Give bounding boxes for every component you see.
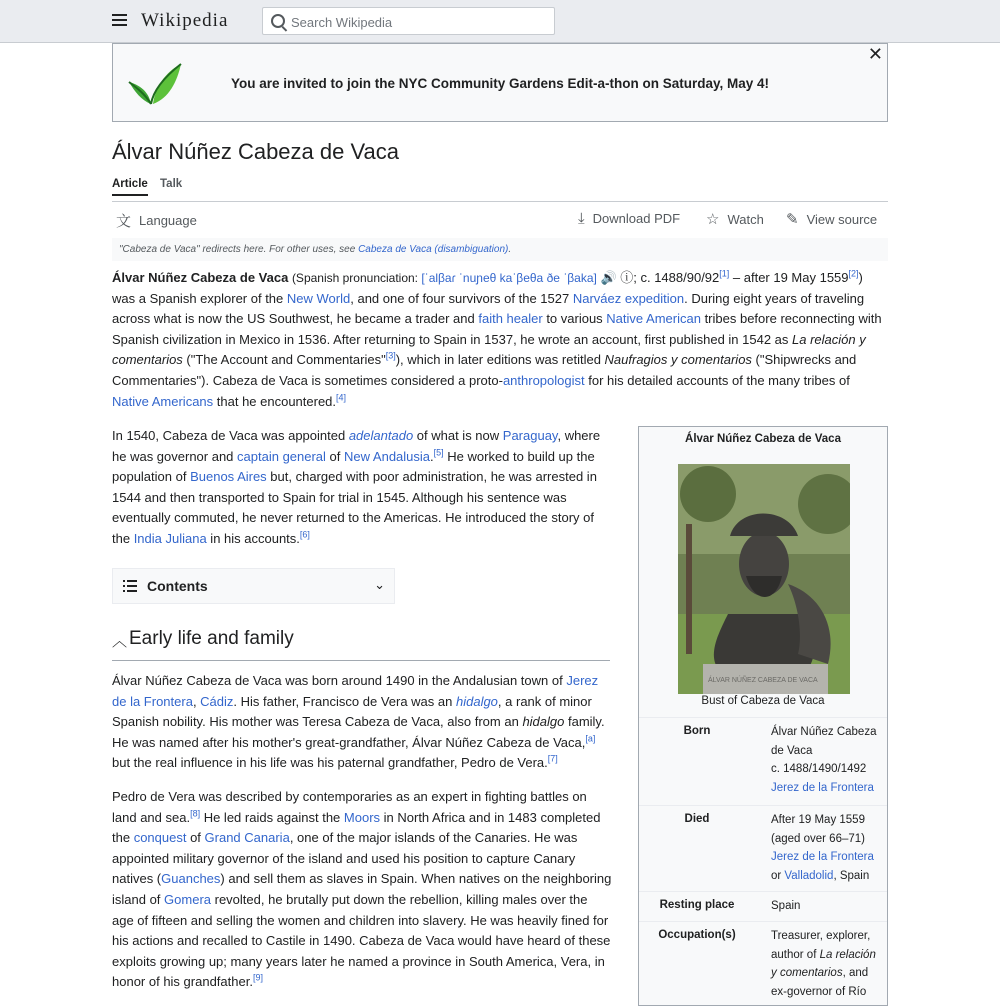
search-input[interactable] <box>289 10 548 34</box>
link-new-andalusia[interactable]: New Andalusia <box>344 448 431 464</box>
text: to various <box>542 311 607 327</box>
text: in North Africa and in 1483 completed the <box>112 809 601 846</box>
note-a[interactable]: [a] <box>585 733 596 744</box>
image-caption: Bust of Cabeza de Vaca <box>701 695 825 707</box>
died-label: Died <box>684 813 710 825</box>
paragraph-governor: In 1540, Cabeza de Vaca was appointed adelantado of what is now Paraguay, where he was governor and captain general of New Andalusia.[5] He worked to build up the population of Buenos Aires but, charged with poor administration, he was arrested in 1544 and then transported to Spain for trial in 1545. Although his sentence was eventually commuted, he never returned to the Americas. He introduced the story of the India Juliana in his accounts.[6] <box>112 428 601 546</box>
link-moors[interactable]: Moors <box>343 809 381 825</box>
link-buenos-aires[interactable]: Buenos Aires <box>190 469 267 485</box>
text: , and one of four survivors of the 1527 <box>350 290 573 306</box>
search-box[interactable] <box>262 7 555 35</box>
text: Álvar Núñez Cabeza de Vaca was born around 1490 in the Andalusian town of <box>112 673 567 688</box>
link-born-place[interactable]: Jerez de la Frontera <box>771 782 874 795</box>
watch-button[interactable] <box>706 210 764 228</box>
translate-icon: 文 <box>116 213 132 230</box>
text: , a rank of minor Spanish nobility. His mother was Teresa Cabeza de Vaca, also from an <box>112 693 592 730</box>
link-paraguay[interactable]: Paraguay <box>502 428 558 443</box>
link-native-american[interactable]: Native American <box>606 311 701 327</box>
text: In 1540, Cabeza de Vaca was appointed <box>112 428 349 443</box>
bust-illustration <box>678 464 850 694</box>
infobox-row-occupation <box>639 921 887 1008</box>
view-source-button[interactable] <box>786 210 877 228</box>
infobox-title: Álvar Núñez Cabeza de Vaca <box>685 433 841 445</box>
text: . His father, Francisco de Vera was an <box>233 693 456 709</box>
text: , where he was governor and <box>112 428 601 464</box>
occupation-value <box>771 927 883 1002</box>
paragraph-pedro-de-vera <box>112 787 612 993</box>
section-title: Early life and family <box>129 628 294 649</box>
italic-title: La relación y comentarios <box>771 948 876 980</box>
text: ("Shipwrecks and Commentaries"). Cabeza de Vaca is sometimes considered a proto- <box>112 352 857 388</box>
download-pdf-button[interactable] <box>578 210 680 227</box>
wikipedia-logo[interactable]: Wikipedia <box>141 10 229 31</box>
tab-talk[interactable]: Talk <box>160 178 183 190</box>
page-tabs <box>112 177 888 202</box>
infobox-row-resting <box>639 891 887 922</box>
ref-4[interactable]: [4] <box>336 392 347 403</box>
watch-label: Watch <box>727 211 764 227</box>
bust-plaque-text: ÁLVAR NÚÑEZ CABEZA DE VACA <box>708 677 818 684</box>
pronunciation-label: (Spanish pronunciation: <box>291 271 422 285</box>
ref-7[interactable]: [7] <box>547 754 558 765</box>
page-title: Álvar Núñez Cabeza de Vaca <box>112 139 399 164</box>
link-native-americans[interactable]: Native Americans <box>112 393 214 409</box>
died-date: After 19 May 1559 (aged over 66–71) <box>771 814 865 845</box>
page-toolbar <box>112 204 888 236</box>
star-icon: ☆ <box>706 211 720 228</box>
top-header <box>0 0 1000 43</box>
italic-title: Naufragios y comentarios <box>604 352 752 368</box>
link-conquest[interactable]: conquest <box>133 830 187 846</box>
subject-name: Álvar Núñez Cabeza de Vaca <box>112 270 289 285</box>
link-died-jerez[interactable]: Jerez de la Frontera <box>771 851 874 864</box>
infobox-row-born <box>639 717 887 806</box>
event-banner <box>112 43 888 122</box>
link-gomera[interactable]: Gomera <box>164 891 212 907</box>
occupation-label: Occupation(s) <box>658 929 736 941</box>
text: or <box>771 870 785 883</box>
link-new-world[interactable]: New World <box>286 290 351 306</box>
hatnote <box>112 238 888 261</box>
text: , one of the major islands of the Canaries. He was appointed military governor of the island and used his position to capture Canary natives ( <box>112 830 578 887</box>
resting-label: Resting place <box>659 899 735 911</box>
link-india-juliana[interactable]: India Juliana <box>133 530 207 546</box>
link-cadiz[interactable]: Cádiz <box>200 693 234 709</box>
disambiguation-link[interactable]: Cabeza de Vaca (disambiguation) <box>358 244 509 255</box>
text: that he encountered. <box>213 393 337 409</box>
link-valladolid[interactable]: Valladolid <box>784 870 834 883</box>
link-hidalgo[interactable]: hidalgo <box>455 693 498 709</box>
ref-6[interactable]: [6] <box>299 529 310 540</box>
death-date: – after 19 May 1559 <box>729 270 849 285</box>
speaker-icon[interactable]: 🔊 ⓘ <box>596 270 634 285</box>
contents-label: Contents <box>147 578 208 594</box>
download-icon: ⤓ <box>578 210 585 227</box>
view-source-label: View source <box>806 211 878 227</box>
ref-8[interactable]: [8] <box>190 808 201 819</box>
text: of what is now <box>413 428 503 443</box>
text: ) and sell them as slaves in Spain. When natives on the neighboring island of <box>112 871 612 907</box>
link-guanches[interactable]: Guanches <box>161 871 221 887</box>
text: tribes before reconnecting with Spanish civilization in Mexico in 1536. After returning to Spain in 1537, he wrote an account, first published in 1542 as <box>112 311 882 347</box>
text: ), which in later editions was retitled <box>395 352 605 368</box>
infobox-row-died <box>639 805 887 892</box>
tab-article[interactable]: Article <box>112 178 148 196</box>
download-label: Download PDF <box>592 211 681 226</box>
text: ("The Account and Commentaries" <box>182 352 386 368</box>
died-value <box>771 811 883 886</box>
link-jerez[interactable]: Jerez de la Frontera <box>112 673 599 709</box>
link-anthropologist[interactable]: anthropologist <box>502 372 585 388</box>
language-button[interactable] <box>116 210 197 231</box>
resting-value: Spain <box>771 900 801 912</box>
ipa-link[interactable]: [ˈalβaɾ ˈnuɲeθ kaˈβeθa ðe ˈβaka] <box>421 271 597 285</box>
bust-image[interactable] <box>678 464 850 694</box>
list-icon <box>123 580 137 595</box>
link-grand-canaria[interactable]: Grand Canaria <box>204 830 290 846</box>
hatnote-text: "Cabeza de Vaca" redirects here. For other uses, see <box>119 244 359 255</box>
text: , <box>192 693 201 709</box>
section-heading <box>112 627 610 661</box>
text: Treasurer, explorer, author of <box>771 930 871 961</box>
ref-5[interactable]: [5] <box>433 447 444 458</box>
text: for his detailed accounts of the many tribes of <box>584 372 850 388</box>
text: . During eight years of traveling across what is now the US Southwest, he became a trader and <box>112 290 865 327</box>
language-label: Language <box>139 213 197 228</box>
ref-3[interactable]: [3] <box>385 351 396 362</box>
chevron-down-icon: ⌄ <box>374 577 385 592</box>
text: of <box>325 448 345 464</box>
birth-dates: ; c. 1488/90/92 <box>633 270 720 285</box>
link-captain-general[interactable]: captain general <box>237 448 326 464</box>
text: family. He was named after his mother's great-grandfather, Álvar Núñez Cabeza de Vaca, <box>112 714 605 750</box>
link-adelantado[interactable]: adelantado <box>348 428 414 443</box>
infobox <box>638 426 888 1006</box>
text: ) was a Spanish explorer of the <box>112 270 863 306</box>
text: He led raids against the <box>200 809 344 825</box>
main-menu-icon[interactable] <box>112 14 127 27</box>
intro-paragraph <box>112 268 888 412</box>
text: but the real influence in his life was his paternal grandfather, Pedro de Vera. <box>112 755 548 771</box>
link-narvaez-expedition[interactable]: Narváez expedition <box>572 290 685 306</box>
link-faith-healer[interactable]: faith healer <box>478 311 543 327</box>
paragraph-early-life <box>112 671 612 774</box>
search-icon <box>271 14 285 28</box>
contents-toggle[interactable] <box>112 568 395 604</box>
text: revolted, he brutally put down the rebellion, killing males over the age of fifteen and selling the women and children into slavery. He was heavily fined for his actions and recalled to Castile in 1490. Cabeza de Vaca would have heard of these exploits growing up; many years later he named a province in South America, Vera, in honor of his grandfather. <box>112 891 611 990</box>
ref-1[interactable]: [1] <box>719 268 730 279</box>
born-value <box>771 723 883 798</box>
hatnote-end: . <box>508 244 512 255</box>
close-icon[interactable]: ✕ <box>867 44 883 64</box>
text: of <box>186 830 205 846</box>
italic-word: hidalgo <box>522 714 565 730</box>
ref-2[interactable]: [2] <box>848 268 859 279</box>
born-name: Álvar Núñez Cabeza de Vaca <box>771 726 877 757</box>
text: but, charged with poor administration, he was arrested in 1544 and then transported to Spain for trial in 1545. Although his sentence was eventually commuted, he never returned to the Americas. He introduced the story of the <box>112 469 597 546</box>
chevron-up-icon[interactable]: ︿ <box>112 633 128 650</box>
text: , Spain <box>833 870 870 883</box>
italic-title: La relación y comentarios <box>112 331 866 368</box>
ref-9[interactable]: [9] <box>252 973 263 984</box>
born-date: c. 1488/1490/1492 <box>771 763 867 776</box>
text: Pedro de Vera was described by contemporaries as an expert in fighting battles on land and sea. <box>112 789 587 825</box>
born-label: Born <box>683 725 711 737</box>
text: He worked to build up the population of <box>112 448 595 485</box>
text: , and ex-governor of Río <box>771 967 869 999</box>
banner-message: You are invited to join the NYC Community Gardens Edit-a-thon on Saturday, May 4! <box>230 76 770 91</box>
lock-pencil-icon: ✎ <box>786 211 799 228</box>
text: in his accounts. <box>206 530 300 546</box>
